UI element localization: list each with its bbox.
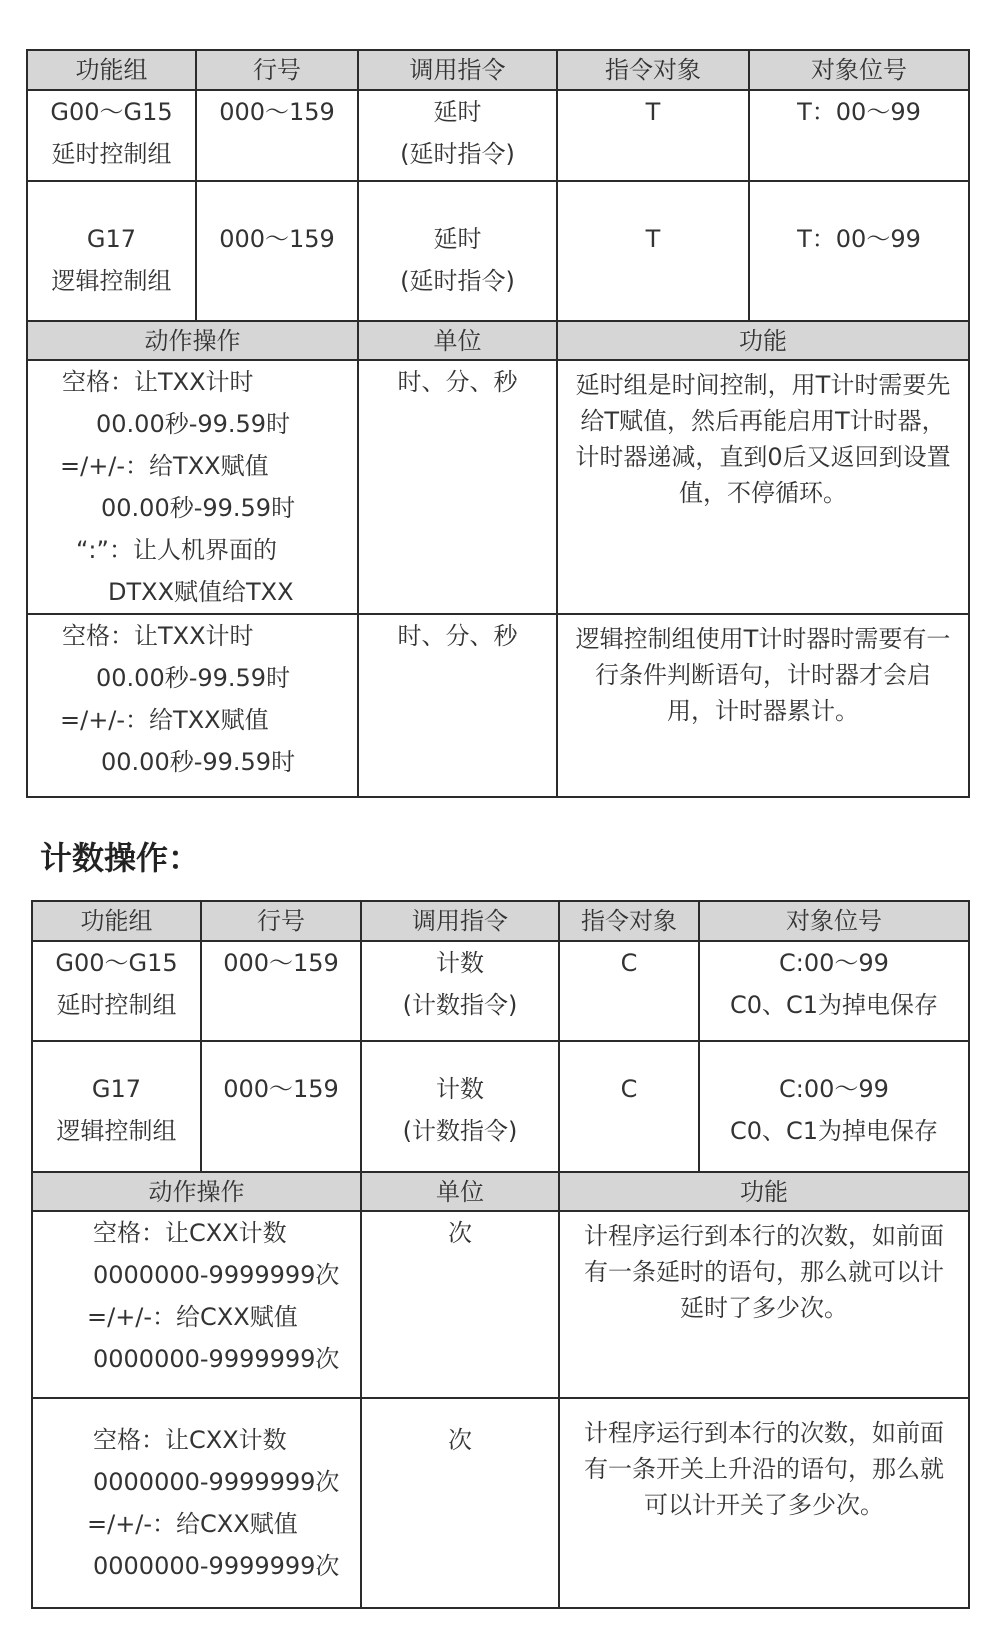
object-number-cell <box>699 941 969 1041</box>
operation-line: 0000000-9999999次 <box>93 1261 340 1289</box>
operation-line: 空格：让TXX计时 <box>62 622 254 650</box>
instruction-cell <box>361 941 559 1041</box>
group-name: G17 <box>91 1075 142 1103</box>
header-cell: 功能组 <box>27 50 196 90</box>
unit-cell: 次 <box>361 1211 559 1398</box>
group-name: G00～G15 <box>50 98 173 126</box>
group-name: G00～G15 <box>55 949 178 977</box>
header-cell: 功能组 <box>32 901 201 941</box>
object-cell: T <box>557 90 749 181</box>
operation-cell <box>27 614 358 797</box>
operation-line: 空格：让CXX计数 <box>93 1426 287 1454</box>
object-cell: C <box>559 1041 699 1172</box>
instruction-cell <box>358 181 557 321</box>
header-cell: 指令对象 <box>559 901 699 941</box>
operation-line: 00.00秒-99.59时 <box>96 664 291 692</box>
group-cell <box>27 181 196 321</box>
operation-line: =/+/-：给TXX赋值 <box>60 706 269 734</box>
line-cell: 000～159 <box>196 90 358 181</box>
operation-line: “:”：让人机界面的 <box>76 536 277 564</box>
header-cell: 动作操作 <box>27 321 358 360</box>
operation-line: =/+/-：给CXX赋值 <box>87 1303 298 1331</box>
operation-cell <box>27 360 358 614</box>
header-cell: 行号 <box>196 50 358 90</box>
table-row <box>27 181 969 321</box>
operation-line: 空格：让CXX计数 <box>93 1219 287 1247</box>
operation-cell <box>32 1211 361 1398</box>
table-row <box>27 90 969 181</box>
table-header-row <box>27 50 969 90</box>
header-cell: 单位 <box>361 1172 559 1211</box>
operation-line: =/+/-：给CXX赋值 <box>87 1510 298 1538</box>
group-label: 延时控制组 <box>51 140 172 168</box>
header-cell: 行号 <box>201 901 361 941</box>
line-cell: 000～159 <box>201 1041 361 1172</box>
header-cell: 指令对象 <box>557 50 749 90</box>
operation-line: 空格：让TXX计时 <box>62 368 254 396</box>
object-number: C:00～99 <box>779 1075 889 1103</box>
table-row <box>27 360 969 614</box>
object-number-cell: T：00～99 <box>749 181 969 321</box>
instruction-note: (计数指令) <box>402 1117 518 1145</box>
object-cell: C <box>559 941 699 1041</box>
table-row <box>32 941 969 1041</box>
function-description: 延时组是时间控制，用T计时需要先给T赋值，然后再能启用T计时器，计时器递减，直到0后又返回到设置值，不停循环。 <box>557 360 969 614</box>
object-note: C0、C1为掉电保存 <box>729 1117 939 1145</box>
operation-line: =/+/-：给TXX赋值 <box>60 452 269 480</box>
group-cell <box>32 941 201 1041</box>
operation-line: 00.00秒-99.59时 <box>101 748 296 776</box>
table-header-row <box>27 321 969 360</box>
unit-cell: 时、分、秒 <box>358 614 557 797</box>
function-description: 逻辑控制组使用T计时器时需要有一行条件判断语句，计时器才会启用，计时器累计。 <box>557 614 969 797</box>
instruction-name: 计数 <box>436 949 484 977</box>
operation-line: DTXX赋值给TXX <box>108 578 294 606</box>
operation-cell <box>32 1398 361 1608</box>
object-number-cell <box>699 1041 969 1172</box>
group-label: 延时控制组 <box>56 991 177 1019</box>
header-cell: 功能 <box>557 321 969 360</box>
unit-cell: 次 <box>361 1398 559 1608</box>
operation-line: 0000000-9999999次 <box>93 1345 340 1373</box>
line-cell: 000～159 <box>196 181 358 321</box>
group-label: 逻辑控制组 <box>56 1117 177 1145</box>
table-row <box>27 614 969 797</box>
table-header-row <box>32 901 969 941</box>
header-cell: 对象位号 <box>749 50 969 90</box>
instruction-cell <box>358 90 557 181</box>
function-description: 计程序运行到本行的次数，如前面有一条延时的语句，那么就可以计延时了多少次。 <box>559 1211 969 1398</box>
group-label: 逻辑控制组 <box>51 267 172 295</box>
counter-table <box>31 900 970 1609</box>
instruction-name: 计数 <box>436 1075 484 1103</box>
object-number: C:00～99 <box>779 949 889 977</box>
instruction-note: (延时指令) <box>400 140 515 168</box>
object-note: C0、C1为掉电保存 <box>729 991 939 1019</box>
timer-table <box>26 49 970 798</box>
object-number-cell: T：00～99 <box>749 90 969 181</box>
instruction-name: 延时 <box>433 98 482 126</box>
table-row <box>32 1398 969 1608</box>
instruction-cell <box>361 1041 559 1172</box>
unit-cell: 时、分、秒 <box>358 360 557 614</box>
operation-line: 00.00秒-99.59时 <box>101 494 296 522</box>
object-cell: T <box>557 181 749 321</box>
instruction-note: (延时指令) <box>400 267 515 295</box>
function-description: 计程序运行到本行的次数，如前面有一条开关上升沿的语句，那么就可以计开关了多少次。 <box>559 1398 969 1608</box>
header-cell: 单位 <box>358 321 557 360</box>
table-row <box>32 1041 969 1172</box>
header-cell: 调用指令 <box>361 901 559 941</box>
operation-line: 0000000-9999999次 <box>93 1468 340 1496</box>
instruction-name: 延时 <box>433 225 482 253</box>
table-row <box>32 1211 969 1398</box>
header-cell: 对象位号 <box>699 901 969 941</box>
header-cell: 调用指令 <box>358 50 557 90</box>
operation-line: 0000000-9999999次 <box>93 1552 340 1580</box>
header-cell: 动作操作 <box>32 1172 361 1211</box>
header-cell: 功能 <box>559 1172 969 1211</box>
group-cell <box>27 90 196 181</box>
section-title: 计数操作： <box>40 839 201 877</box>
group-cell <box>32 1041 201 1172</box>
instruction-note: (计数指令) <box>402 991 518 1019</box>
group-name: G17 <box>86 225 137 253</box>
operation-line: 00.00秒-99.59时 <box>96 410 291 438</box>
line-cell: 000～159 <box>201 941 361 1041</box>
table-header-row <box>32 1172 969 1211</box>
